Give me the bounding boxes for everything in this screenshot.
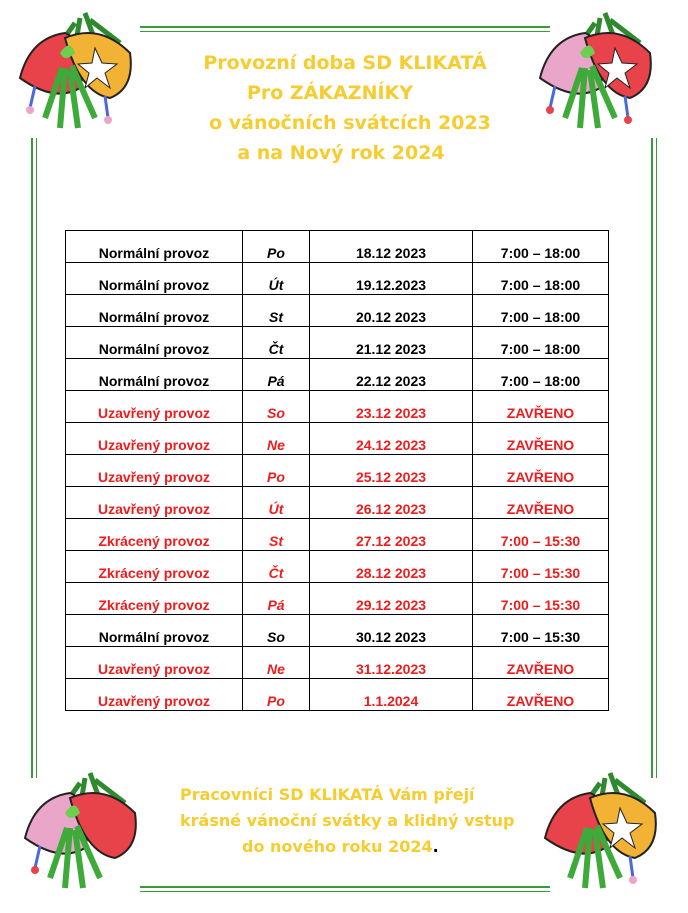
operation-type-cell: Uzavřený provoz [66,455,243,487]
operation-type-cell: Uzavřený provoz [66,487,243,519]
date-cell: 22.12 2023 [310,359,473,391]
frame-bottom-line [140,886,550,888]
date-cell: 19.12.2023 [310,263,473,295]
schedule-row [66,295,609,327]
operation-type-cell: Uzavřený provoz [66,423,243,455]
hours-cell: ZAVŘENO [473,487,609,519]
weekday-cell: Čt [243,327,310,359]
schedule-row [66,455,609,487]
weekday-cell: Út [243,487,310,519]
date-cell: 28.12 2023 [310,551,473,583]
operation-type-cell: Normální provoz [66,615,243,647]
operation-type-cell: Uzavřený provoz [66,391,243,423]
hours-cell: ZAVŘENO [473,423,609,455]
schedule-row [66,423,609,455]
frame-bottom-line-inner [140,891,550,892]
date-cell: 25.12 2023 [310,455,473,487]
schedule-row [66,487,609,519]
weekday-cell: Pá [243,359,310,391]
hours-cell: 7:00 – 18:00 [473,295,609,327]
weekday-cell: Po [243,231,310,263]
weekday-cell: Pá [243,583,310,615]
operation-type-cell: Normální provoz [66,231,243,263]
frame-top-line-inner [140,31,550,32]
operation-type-cell: Zkrácený provoz [66,519,243,551]
operation-type-cell: Normální provoz [66,295,243,327]
frame-top-line [140,26,550,28]
operation-type-cell: Normální provoz [66,359,243,391]
schedule-row [66,647,609,679]
weekday-cell: So [243,391,310,423]
schedule-row [66,359,609,391]
weekday-cell: Po [243,455,310,487]
hours-cell: ZAVŘENO [473,391,609,423]
page-title [150,48,540,168]
greeting-line-1: Pracovníci SD KLIKATÁ Vám přejí [180,785,475,804]
date-cell: 21.12 2023 [310,327,473,359]
weekday-cell: Ne [243,423,310,455]
schedule-row [66,231,609,263]
hours-cell: ZAVŘENO [473,679,609,711]
schedule-row [66,391,609,423]
operation-type-cell: Normální provoz [66,327,243,359]
weekday-cell: So [243,615,310,647]
greeting-text [140,782,560,860]
date-cell: 29.12 2023 [310,583,473,615]
hours-cell: 7:00 – 15:30 [473,551,609,583]
frame-right-line [651,138,653,778]
date-cell: 23.12 2023 [310,391,473,423]
weekday-cell: Út [243,263,310,295]
christmas-bells-icon [15,768,145,898]
operation-type-cell: Uzavřený provoz [66,679,243,711]
hours-cell: 7:00 – 18:00 [473,359,609,391]
schedule-row [66,519,609,551]
schedule-row [66,583,609,615]
opening-hours-table [65,230,609,711]
operation-type-cell: Zkrácený provoz [66,583,243,615]
weekday-cell: St [243,295,310,327]
hours-cell: 7:00 – 15:30 [473,615,609,647]
frame-left-line [31,138,33,778]
operation-type-cell: Normální provoz [66,263,243,295]
hours-cell: 7:00 – 15:30 [473,519,609,551]
frame-right-line-inner [656,138,657,778]
date-cell: 1.1.2024 [310,679,473,711]
schedule-row [66,679,609,711]
hours-cell: 7:00 – 18:00 [473,263,609,295]
schedule-row [66,327,609,359]
date-cell: 31.12.2023 [310,647,473,679]
title-line-1: Provozní doba SD KLIKATÁ [203,52,487,74]
weekday-cell: St [243,519,310,551]
hours-cell: 7:00 – 18:00 [473,231,609,263]
hours-cell: ZAVŘENO [473,647,609,679]
date-cell: 27.12 2023 [310,519,473,551]
weekday-cell: Čt [243,551,310,583]
greeting-line-2: krásné vánoční svátky a klidný vstup [180,811,515,830]
operation-type-cell: Zkrácený provoz [66,551,243,583]
date-cell: 30.12 2023 [310,615,473,647]
greeting-line-3: do nového roku 2024. [242,837,439,856]
date-cell: 20.12 2023 [310,295,473,327]
frame-left-line-inner [36,138,37,778]
weekday-cell: Po [243,679,310,711]
schedule-row [66,263,609,295]
title-line-4: a na Nový rok 2024 [237,142,445,164]
operation-type-cell: Uzavřený provoz [66,647,243,679]
date-cell: 24.12 2023 [310,423,473,455]
date-cell: 18.12 2023 [310,231,473,263]
christmas-bells-icon [530,8,660,138]
date-cell: 26.12 2023 [310,487,473,519]
hours-cell: 7:00 – 18:00 [473,327,609,359]
schedule-row [66,551,609,583]
hours-cell: ZAVŘENO [473,455,609,487]
title-line-3: o vánočních svátcích 2023 [209,112,491,134]
weekday-cell: Ne [243,647,310,679]
title-line-2: Pro ZÁKAZNÍKY [246,82,414,104]
christmas-bells-icon [10,8,140,138]
schedule-row [66,615,609,647]
hours-cell: 7:00 – 15:30 [473,583,609,615]
